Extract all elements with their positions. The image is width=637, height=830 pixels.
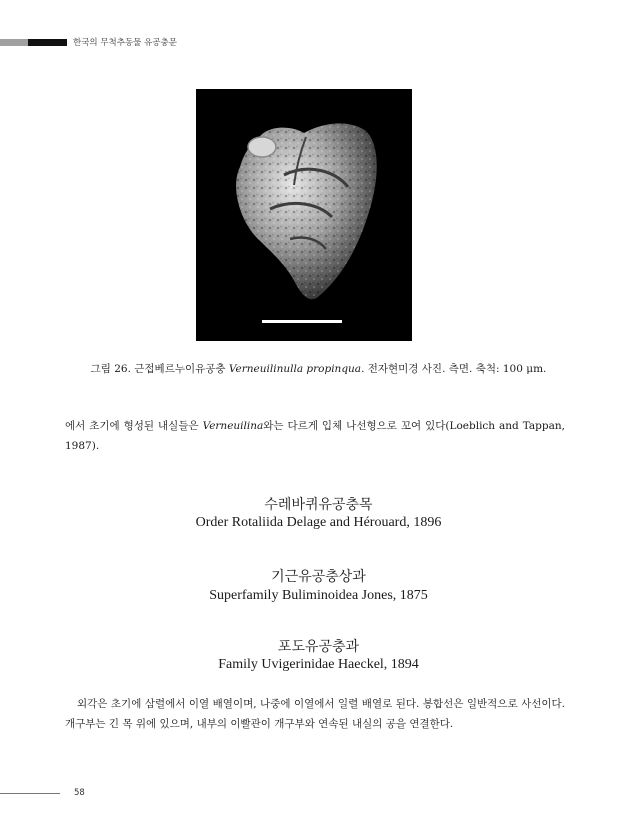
running-header: 한국의 무척추동물 유공충문 bbox=[73, 38, 177, 48]
caption-species: Verneuilinulla propinqua bbox=[228, 363, 362, 375]
body-paragraph-1 bbox=[65, 416, 565, 456]
superfamily-title-latin: Superfamily Buliminoidea Jones, 1875 bbox=[209, 588, 428, 603]
para1-prefix: 에서 초기에 형성된 내실들은 bbox=[65, 420, 203, 432]
family-title-korean: 포도유공충과 bbox=[277, 639, 360, 655]
foraminifera-specimen-image bbox=[196, 89, 412, 341]
order-title-korean: 수레바퀴유공충목 bbox=[264, 497, 373, 513]
footer-rule bbox=[0, 793, 60, 794]
para1-suffix: 와는 다르게 입체 나선형으로 꼬여 있다(Loeblich and Tappan, 1987). bbox=[65, 420, 565, 452]
caption-suffix: . 전자현미경 사진. 측면. 축척: 100 μm. bbox=[361, 363, 547, 375]
header-gray-bar bbox=[0, 39, 28, 46]
superfamily-title-korean: 기근유공충상과 bbox=[271, 569, 366, 585]
body-paragraph-2: 외각은 초기에 삼렬에서 이열 배열이며, 나중에 이열에서 일렬 배열로 된다. 봉합선은 일반적으로 사선이다. 개구부는 긴 목 위에 있으며, 내부의 이빨관이 개구부와 연속된 내실의 공을 연결한다. bbox=[65, 698, 565, 730]
caption-prefix: 그림 26. 근접베르누이유공충 bbox=[90, 363, 229, 375]
page-number: 58 bbox=[74, 788, 85, 798]
header-black-bar bbox=[28, 39, 67, 46]
figure-caption bbox=[0, 361, 637, 376]
sem-photo bbox=[196, 89, 412, 341]
para1-genus: Verneuilina bbox=[202, 420, 264, 432]
family-title-latin: Family Uvigerinidae Haeckel, 1894 bbox=[218, 657, 419, 672]
order-title-latin: Order Rotaliida Delage and Hérouard, 1896 bbox=[195, 515, 442, 530]
